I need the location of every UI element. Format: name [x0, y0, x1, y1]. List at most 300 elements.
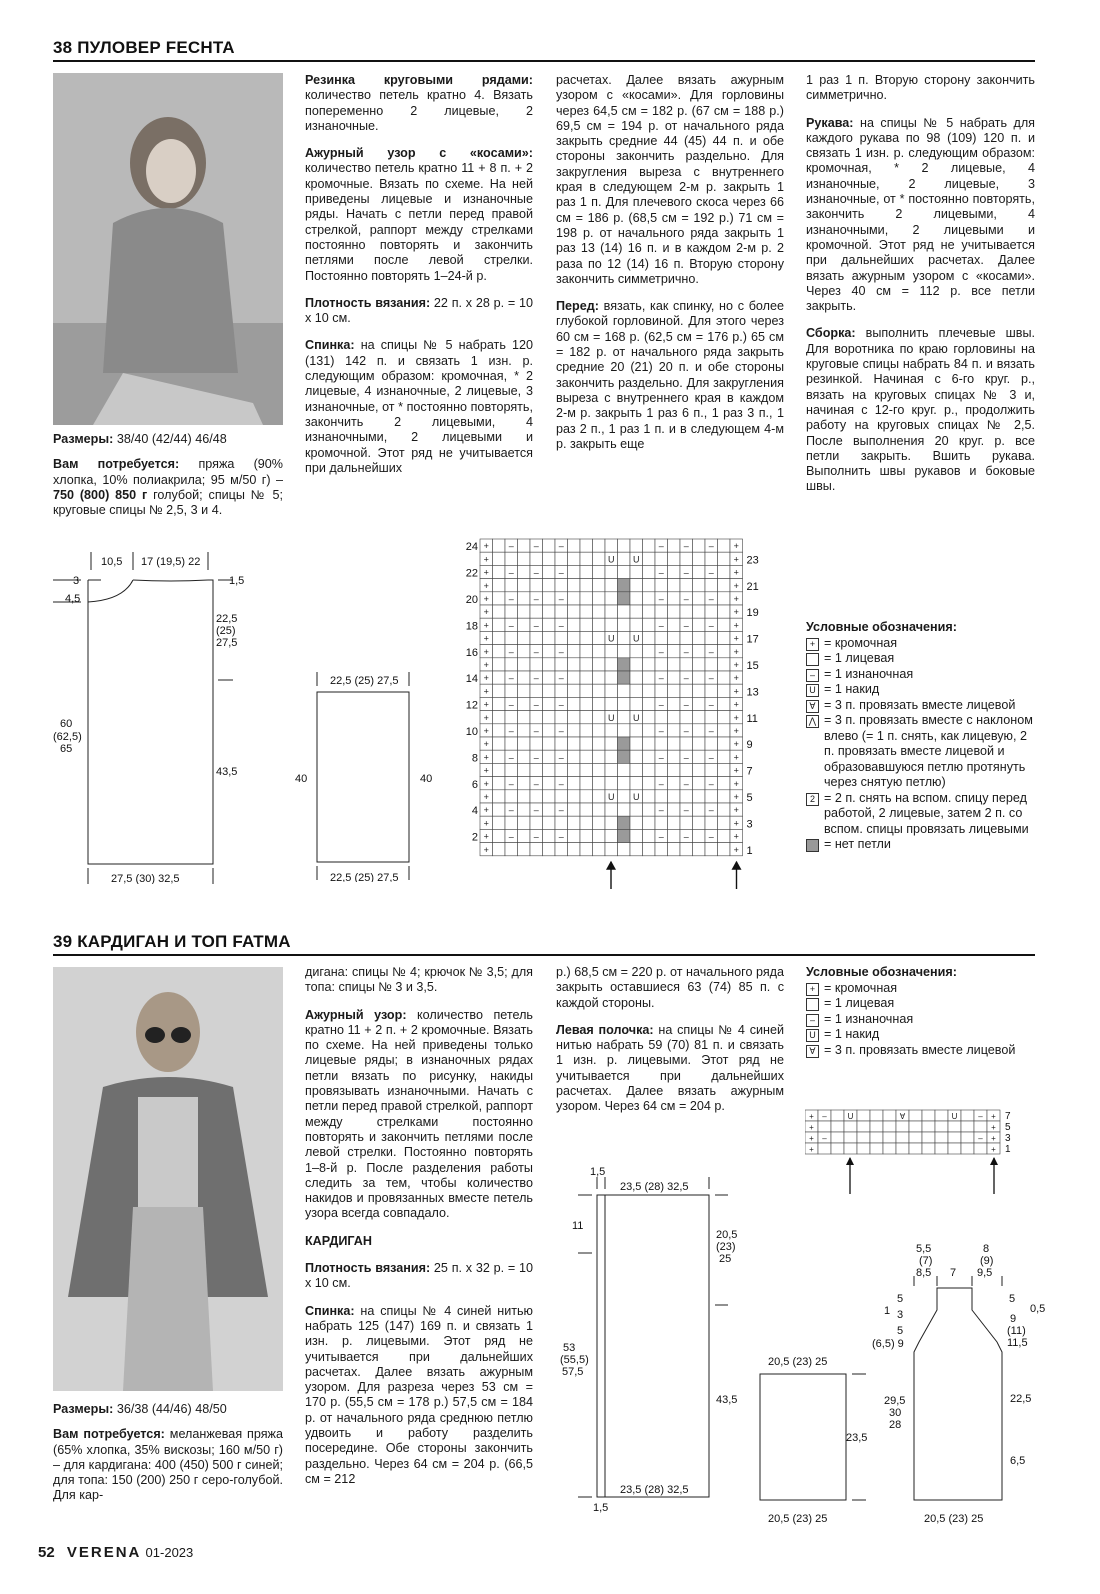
- chart-cell: [530, 552, 543, 565]
- chart-cell: [935, 1143, 948, 1154]
- chart-cell: [605, 777, 618, 790]
- t39-t2: (7): [919, 1255, 933, 1267]
- legend-item: [806, 651, 1036, 667]
- chart-cell: [568, 843, 581, 856]
- chart-symbol: –: [533, 541, 539, 552]
- chart-symbol: +: [483, 844, 489, 855]
- chart-cell: [605, 724, 618, 737]
- chart-row-number: 24: [465, 541, 478, 554]
- chart-cell: [568, 816, 581, 829]
- t39-r9: 9: [1010, 1313, 1017, 1325]
- chart-cell: [593, 684, 606, 697]
- chart-cell: [693, 671, 706, 684]
- chart-cell: [693, 803, 706, 816]
- chart-cell: [618, 645, 631, 658]
- b39-top: 23,5 (28) 32,5: [620, 1181, 689, 1193]
- chart-cell: [580, 605, 593, 618]
- paragraph: [806, 326, 1035, 494]
- chart-cell: [693, 618, 706, 631]
- chart-cell: [543, 750, 556, 763]
- chart-cell: [593, 803, 606, 816]
- chart-cell: [961, 1110, 974, 1121]
- paragraph-text: количество петель кратно 11 + 8 п. + 2 кромочные. Вязать по схеме. На ней приведены лицевые и изнаночные ряды. Начать с петли перед правой стрелкой, раппорт между стрелками постоянно повторять и закончить петлями после левой стрелки. Постоянно повторять 1–24-й р.: [305, 161, 533, 283]
- arrow-head-icon: [846, 1157, 854, 1165]
- chart-cell: [618, 618, 631, 631]
- chart-symbol: +: [733, 792, 739, 802]
- paragraph-text: 25 п. х 32 р. = 10 х 10 см.: [305, 1261, 533, 1291]
- chart-cell: [630, 605, 643, 618]
- sleeve-bottom: 22,5 (25) 27,5: [330, 872, 399, 882]
- chart-cell: [543, 777, 556, 790]
- chart-cell: [643, 645, 656, 658]
- chart-cell: [643, 829, 656, 842]
- chart-symbol: +: [733, 844, 739, 855]
- chart-cell: [518, 816, 531, 829]
- chart-cell: [555, 763, 568, 776]
- chart-cell: [543, 592, 556, 605]
- chart-cell: [668, 777, 681, 790]
- chart-symbol: +: [483, 699, 489, 710]
- chart-cell: [505, 816, 518, 829]
- p38-sizes-block: [53, 432, 283, 530]
- chart-symbol: –: [658, 673, 664, 684]
- chart-cell: [580, 737, 593, 750]
- chart-symbol: –: [683, 620, 689, 631]
- chart-cell: [643, 552, 656, 565]
- chart-cell: [643, 631, 656, 644]
- chart-cell: [668, 737, 681, 750]
- chart-symbol: –: [508, 726, 514, 736]
- chart-cell: [818, 1121, 831, 1132]
- chart-row-number: 20: [465, 594, 478, 606]
- chart-cell: [680, 552, 693, 565]
- chart-cell: [655, 711, 668, 724]
- needs-text: пряжа (90% хлопка, 10% полиакрила; 95 м/50 г) –: [53, 457, 284, 487]
- chart-cell: [668, 790, 681, 803]
- chart-symbol: +: [733, 594, 739, 604]
- chart-cell: [618, 763, 631, 776]
- chart-row-number: 3: [746, 818, 753, 831]
- chart-symbol: –: [658, 831, 664, 842]
- chart-row-number: 1: [1005, 1144, 1011, 1155]
- chart-cell: [493, 777, 506, 790]
- chart-cell: [896, 1132, 909, 1143]
- b39-top15: 1,5: [590, 1166, 606, 1178]
- chart-symbol: U: [633, 554, 640, 565]
- chart-cell: [693, 579, 706, 592]
- legend-symbol-icon: –: [806, 1014, 819, 1027]
- chart-row-number: 21: [746, 580, 759, 593]
- chart-cell: [568, 790, 581, 803]
- chart-row-number: 7: [1005, 1111, 1011, 1122]
- chart-cell: [530, 790, 543, 803]
- chart-symbol: –: [683, 778, 689, 789]
- chart-cell: [518, 618, 531, 631]
- chart-cell: [568, 724, 581, 737]
- chart-symbol: –: [683, 646, 689, 657]
- chart-cell: [543, 737, 556, 750]
- chart-cell: [505, 737, 518, 750]
- chart-symbol: +: [483, 594, 489, 604]
- chart-cell: [680, 631, 693, 644]
- chart-cell: [543, 671, 556, 684]
- chart-symbol: –: [508, 805, 514, 816]
- chart-symbol: –: [822, 1112, 827, 1121]
- chart-symbol: –: [658, 805, 664, 816]
- chart-symbol: –: [533, 567, 539, 578]
- legend-text: = 2 п. снять на вспом. спицу перед работой, 2 лицевые, затем 2 п. со вспом. спицы провязать лицевыми: [824, 790, 1029, 836]
- chart-cell: [605, 684, 618, 697]
- chart-cell: [643, 684, 656, 697]
- b39-h555: (55,5): [560, 1354, 589, 1366]
- f39-top: 20,5 (23) 25: [768, 1356, 828, 1368]
- chart-cell: [680, 579, 693, 592]
- chart-cell: [922, 1143, 935, 1154]
- chart-cell: [580, 697, 593, 710]
- legend-symbol-icon: [806, 998, 819, 1011]
- p39-sizes-block: [53, 1402, 283, 1516]
- chart-row-number: 2: [471, 831, 478, 844]
- chart-cell: [593, 631, 606, 644]
- t39-r115: 11,5: [1007, 1337, 1028, 1349]
- chart-cell: [693, 631, 706, 644]
- paragraph-text: на спицы № 4 синей нитью набрать 125 (147) 169 п. и связать 1 изн. р. лицевыми. Этот ряд не учитывается при дальнейших расчетах. Далее вязать ажурным узором. Для разреза через 53 см = 170 р. (55,5 см = 178 р.) 57,5 см = 184 р. от начального ряда среднюю петлю удвоить и работу разделить посередине. Обе стороны закончить раздельно. Через 64 см = 204 р. (66,5 см = 212: [305, 1303, 533, 1486]
- chart-symbol: –: [508, 699, 514, 710]
- knitting-chart-39: [805, 1108, 1030, 1198]
- chart-symbol: +: [991, 1112, 996, 1121]
- chart-symbol: +: [733, 712, 739, 723]
- chart-cell: [693, 763, 706, 776]
- chart-cell: [568, 777, 581, 790]
- chart-symbol: –: [658, 594, 664, 604]
- chart-cell: [643, 750, 656, 763]
- chart-cell: [543, 816, 556, 829]
- chart-cell: [643, 816, 656, 829]
- chart-cell: [857, 1110, 870, 1121]
- chart-symbol: –: [708, 699, 714, 710]
- chart-cell: [580, 671, 593, 684]
- chart-cell: [518, 763, 531, 776]
- chart-symbol: –: [658, 541, 664, 552]
- chart-cell: [705, 605, 718, 618]
- chart-symbol: –: [658, 620, 664, 631]
- t39-r11: (11): [1007, 1325, 1026, 1337]
- chart-row-number: 9: [746, 739, 753, 752]
- legend-symbol-icon: +: [806, 638, 819, 651]
- chart-cell: [568, 579, 581, 592]
- chart-cell: [605, 816, 618, 829]
- chart-symbol: +: [483, 752, 489, 763]
- chart-cell: [643, 763, 656, 776]
- chart-cell: [718, 579, 731, 592]
- chart-symbol: –: [708, 778, 714, 789]
- model-photo-39: [53, 967, 283, 1391]
- chart-cell: [543, 579, 556, 592]
- chart-cell: [718, 658, 731, 671]
- chart-cell: [568, 552, 581, 565]
- chart-cell: [948, 1121, 961, 1132]
- chart-row-number: 19: [746, 607, 759, 620]
- chart-symbol: –: [558, 567, 564, 578]
- chart-cell: [718, 829, 731, 842]
- chart-symbol: +: [483, 792, 489, 802]
- chart-row-number: 5: [746, 792, 753, 804]
- p38-column-4: [806, 73, 1035, 507]
- paragraph-heading: Резинка круговыми рядами:: [305, 73, 533, 87]
- sleeve-right: 40: [420, 773, 433, 785]
- chart-cell: [605, 658, 618, 671]
- chart-cell: [618, 565, 631, 578]
- chart-cell: [493, 645, 506, 658]
- chart-symbol: –: [533, 646, 539, 657]
- t39-t1: 5,5: [916, 1243, 932, 1255]
- paragraph-heading: Перед:: [556, 299, 599, 314]
- chart-cell: [555, 711, 568, 724]
- chart-symbol: –: [708, 594, 714, 604]
- chart-cell: [655, 790, 668, 803]
- legend-symbol-icon: 2: [806, 793, 819, 806]
- chart-symbol: +: [483, 818, 489, 829]
- chart-symbol: –: [508, 673, 514, 684]
- chart-cell: [493, 565, 506, 578]
- chart-cell: [668, 843, 681, 856]
- chart-cell: [655, 737, 668, 750]
- chart-cell: [493, 711, 506, 724]
- chart-symbol: +: [733, 818, 739, 829]
- chart-cell: [668, 645, 681, 658]
- dim-225: 22,5: [216, 613, 238, 625]
- chart-cell: [705, 763, 718, 776]
- chart-cell: [630, 539, 643, 552]
- chart-cell: [718, 777, 731, 790]
- chart-cell: [718, 565, 731, 578]
- chart-cell: [518, 539, 531, 552]
- chart-cell: [605, 592, 618, 605]
- chart-cell: [505, 631, 518, 644]
- chart-cell: [668, 579, 681, 592]
- chart-symbol: –: [708, 726, 714, 736]
- sizes-value-39: 36/38 (44/46) 48/50: [116, 1402, 227, 1416]
- chart-cell: [543, 605, 556, 618]
- chart-symbol: +: [733, 765, 739, 776]
- paragraph: [556, 299, 784, 452]
- paragraph: [305, 965, 533, 996]
- chart-cell: [493, 737, 506, 750]
- chart-cell: [518, 684, 531, 697]
- chart-cell: [844, 1132, 857, 1143]
- chart-symbol: –: [658, 567, 664, 578]
- chart-symbol: –: [533, 594, 539, 604]
- chart-cell: [668, 592, 681, 605]
- chart-cell: [680, 684, 693, 697]
- paragraph-heading: Левая полочка:: [556, 1022, 654, 1037]
- chart-symbol: –: [558, 831, 564, 842]
- t39-bottom: 20,5 (23) 25: [924, 1513, 984, 1525]
- chart-cell: [668, 829, 681, 842]
- legend-38: [806, 620, 1036, 853]
- chart-cell: [643, 724, 656, 737]
- chart-cell: [655, 658, 668, 671]
- dim-275: 27,5: [216, 637, 238, 649]
- chart-cell: [668, 750, 681, 763]
- chart-symbol: +: [733, 620, 739, 631]
- chart-cell: [555, 579, 568, 592]
- chart-cell: [618, 790, 631, 803]
- chart-cell: [870, 1143, 883, 1154]
- chart-cell: [693, 816, 706, 829]
- chart-cell: [543, 565, 556, 578]
- legend-item: [806, 636, 1036, 652]
- legend-text: = 3 п. провязать вместе лицевой: [824, 1042, 1016, 1057]
- t39-t3: 8,5: [916, 1267, 932, 1279]
- chart-cell: [643, 777, 656, 790]
- dim-25: (25): [216, 625, 236, 637]
- chart-cell: [668, 565, 681, 578]
- paragraph: [556, 965, 784, 1011]
- chart-symbol: U: [608, 712, 615, 723]
- chart-cell: [630, 671, 643, 684]
- chart-row-number: 1: [746, 844, 753, 857]
- chart-cell: [593, 618, 606, 631]
- paragraph: [305, 1008, 533, 1222]
- chart-cell: [555, 605, 568, 618]
- chart-cell: [530, 737, 543, 750]
- chart-symbol: –: [533, 673, 539, 684]
- paragraph: [806, 73, 1035, 104]
- chart-symbol: –: [558, 673, 564, 684]
- chart-cell: [568, 592, 581, 605]
- chart-symbol: –: [558, 594, 564, 604]
- legend-39-title: Условные обозначения:: [806, 965, 957, 979]
- chart-symbol: +: [483, 633, 489, 644]
- b39-r25: 25: [719, 1253, 732, 1265]
- dim-625: (62,5): [53, 731, 82, 743]
- chart-cell: [896, 1143, 909, 1154]
- chart-cell: [693, 750, 706, 763]
- chart-row-number: 3: [1005, 1133, 1011, 1144]
- chart-cell: [630, 684, 643, 697]
- chart-symbol: –: [533, 726, 539, 736]
- chart-cell: [693, 829, 706, 842]
- sleeve-left: 40: [295, 773, 308, 785]
- chart-cell: [693, 724, 706, 737]
- chart-cell: [705, 658, 718, 671]
- knitting-chart-38: [460, 537, 780, 889]
- schematic-back-39: [560, 1163, 740, 1513]
- arrow-head-icon: [990, 1157, 998, 1165]
- chart-cell: [555, 737, 568, 750]
- chart-cell: [618, 724, 631, 737]
- chart-symbol: –: [508, 646, 514, 657]
- paragraph-text: р.) 68,5 см = 220 р. от начального ряда закрыть оставшиеся 63 (74) 85 п. с каждой стороны.: [556, 965, 784, 1010]
- chart-cell: [844, 1121, 857, 1132]
- chart-cell: [643, 671, 656, 684]
- section-39-rule: [53, 954, 1035, 956]
- chart-cell: [705, 816, 718, 829]
- f39-bottom: 20,5 (23) 25: [768, 1513, 828, 1525]
- chart-cell: [643, 565, 656, 578]
- chart-cell: [493, 579, 506, 592]
- chart-cell: [580, 803, 593, 816]
- chart-cell: [718, 816, 731, 829]
- dim-60: 60: [60, 718, 73, 730]
- chart-cell: [493, 750, 506, 763]
- chart-symbol: –: [508, 831, 514, 842]
- chart-symbol: +: [483, 607, 489, 618]
- chart-cell: [618, 711, 631, 724]
- chart-cell: [580, 565, 593, 578]
- legend-symbol-icon: U: [806, 1029, 819, 1042]
- chart-symbol: U: [633, 792, 640, 802]
- b39-r205: 20,5: [716, 1229, 738, 1241]
- chart-cell: [643, 711, 656, 724]
- chart-cell: [961, 1132, 974, 1143]
- chart-cell: [896, 1121, 909, 1132]
- chart-cell: [705, 711, 718, 724]
- chart-cell: [593, 777, 606, 790]
- chart-cell: [680, 816, 693, 829]
- t39-r05: 0,5: [1030, 1303, 1046, 1315]
- chart-symbol: –: [708, 673, 714, 684]
- chart-cell: [693, 711, 706, 724]
- chart-cell: [593, 671, 606, 684]
- t39-m30: 30: [889, 1407, 902, 1419]
- chart-cell: [518, 777, 531, 790]
- chart-symbol: –: [558, 699, 564, 710]
- chart-cell: [493, 631, 506, 644]
- legend-39: [806, 965, 1036, 1058]
- chart-cell: [693, 777, 706, 790]
- chart-cell: [961, 1121, 974, 1132]
- chart-row-number: 15: [746, 660, 759, 672]
- chart-cell: [555, 658, 568, 671]
- chart-cell: [655, 763, 668, 776]
- chart-cell: [518, 803, 531, 816]
- chart-row-number: 4: [471, 805, 478, 818]
- chart-cell: [618, 552, 631, 565]
- chart-symbol: +: [733, 673, 739, 684]
- chart-symbol: U: [608, 792, 615, 802]
- chart-cell: [530, 711, 543, 724]
- chart-cell: [580, 539, 593, 552]
- legend-item: [806, 1027, 1036, 1043]
- chart-cell: [718, 552, 731, 565]
- chart-symbol: +: [733, 805, 739, 816]
- paragraph: [305, 1304, 533, 1488]
- chart-cell: [568, 645, 581, 658]
- chart-cell: [693, 645, 706, 658]
- t39-r5: 5: [1009, 1293, 1016, 1305]
- chart-cell: [909, 1110, 922, 1121]
- chart-cell: [693, 592, 706, 605]
- chart-symbol: +: [733, 778, 739, 789]
- chart-cell: [643, 618, 656, 631]
- chart-cell: [718, 631, 731, 644]
- chart-symbol: +: [733, 660, 739, 670]
- chart-cell: [630, 737, 643, 750]
- section-38-rule: [53, 60, 1035, 62]
- chart-cell: [705, 737, 718, 750]
- chart-cell: [493, 539, 506, 552]
- legend-text: = кромочная: [824, 635, 898, 650]
- chart-cell: [883, 1110, 896, 1121]
- chart-row-number: 18: [465, 620, 478, 633]
- chart-cell: [518, 750, 531, 763]
- needs-text-39: меланжевая пряжа (65% хлопка, 35% вискозы; 160 м/50 г) – для кардигана: 400 (450) 500 г синей; для топа: 150 (200) 250 г серо-голубой. Для кар-: [53, 1427, 283, 1503]
- chart-cell: [693, 658, 706, 671]
- chart-cell: [505, 684, 518, 697]
- chart-cell: [630, 803, 643, 816]
